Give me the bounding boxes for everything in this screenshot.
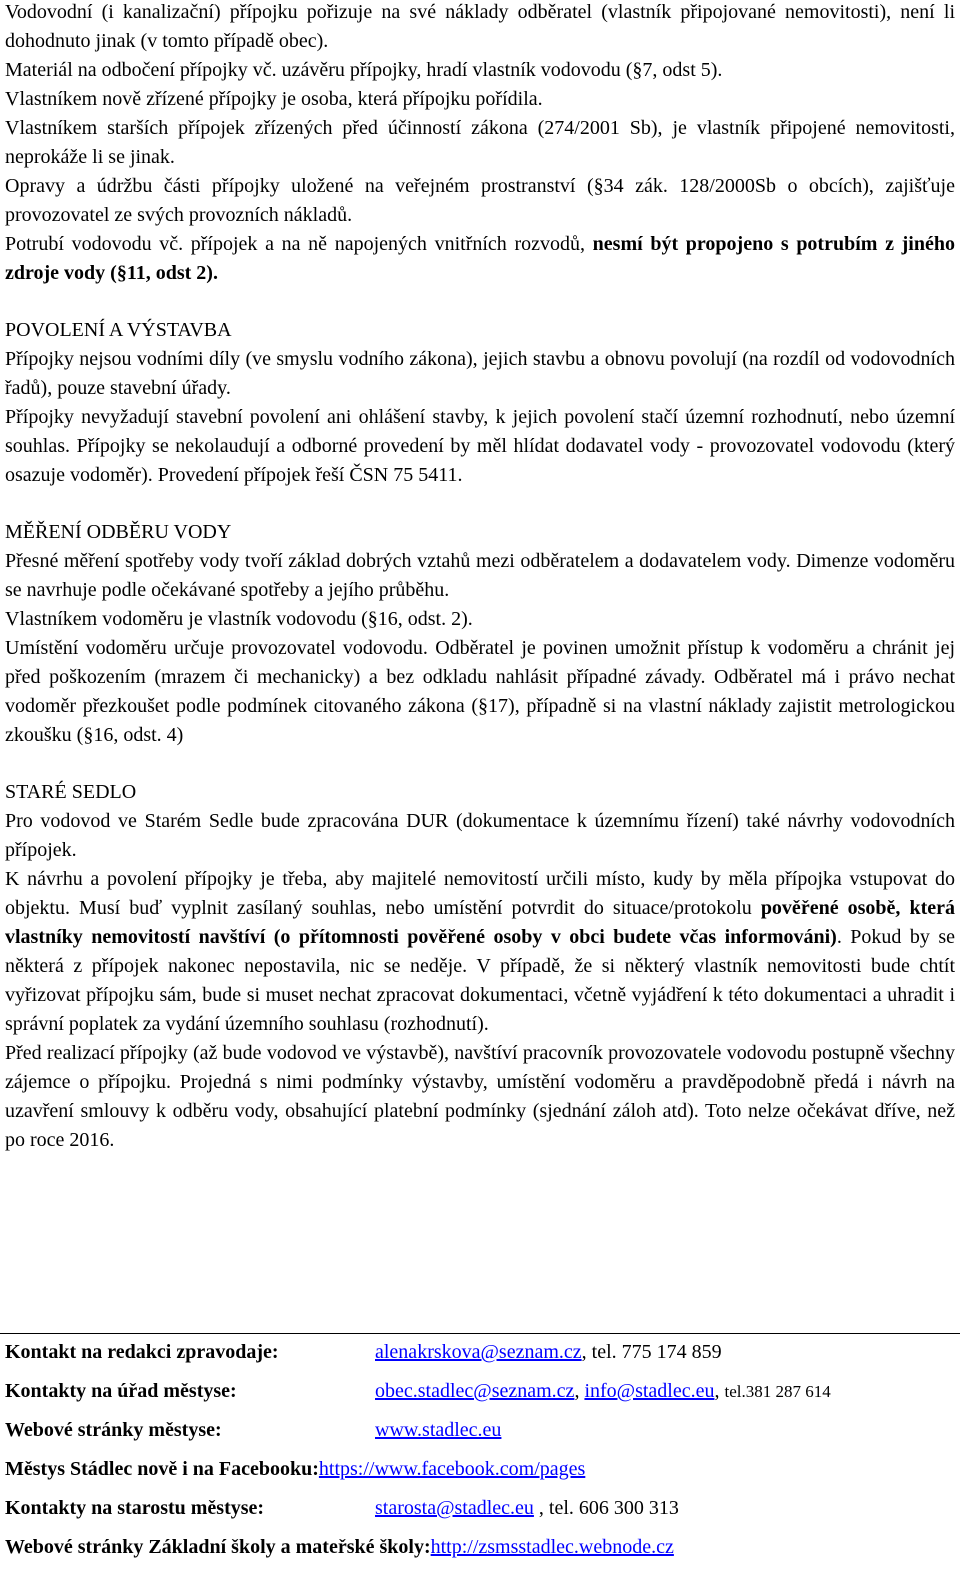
sedlo-p2-end: . Pokud by se některá z přípojek nakonec nepostavila, nic se neděje. V případě, že si některý vlastník nemovitosti bude chtít vyřizovat přípojku sám, bude si muset nechat zpracovat dokumentaci, včetně vyjádření k této dokumentaci a uhradit i správní poplatek za vydání územního souhlasu (rozhodnutí). — [5, 926, 955, 1035]
sedlo-paragraph-1: Pro vodovod ve Starém Sedle bude zpracována DUR (dokumentace k územnímu řízení) také návrhy vodovodních přípojek. — [5, 810, 955, 861]
contact-row-editor — [5, 1337, 955, 1376]
intro-plain-text: Potrubí vodovodu vč. přípojek a na ně napojených vnitřních rozvodů, — [5, 233, 593, 255]
contact-row-web — [5, 1415, 955, 1454]
office-email-link-1[interactable]: obec.stadlec@seznam.cz — [375, 1380, 575, 1402]
section-title-mereni: MĚŘENÍ ODBĚRU VODY — [5, 521, 232, 543]
intro-paragraph-4: Vlastníkem starších přípojek zřízených před účinností zákona (274/2001 Sb), je vlastník připojené nemovitosti, neprokáže li se jinak. — [5, 117, 955, 168]
office-email-link-2[interactable]: info@stadlec.eu — [584, 1380, 715, 1402]
mayor-email-link[interactable]: starosta@stadlec.eu — [375, 1497, 534, 1519]
contact-row-facebook — [5, 1454, 955, 1493]
sedlo-paragraph-2 — [5, 865, 955, 1039]
intro-paragraph-1: Vodovodní (i kanalizační) přípojku pořizuje na své náklady odběratel (vlastník připojované nemovitosti), není li dohodnuto jinak (v tomto případě obec). — [5, 1, 955, 52]
editor-phone: , tel. 775 174 859 — [581, 1341, 722, 1363]
intro-paragraph-2: Materiál na odbočení přípojky vč. uzávěru přípojky, hradí vlastník vodovodu (§7, odst 5). — [5, 59, 723, 81]
contact-label-web: Webové stránky městyse: — [5, 1419, 222, 1441]
contact-label-facebook: Městys Stádlec nově i na Facebooku: — [5, 1458, 319, 1480]
povoleni-paragraph-2: Přípojky nevyžadují stavební povolení ani ohlášení stavby, k jejich povolení stačí územní rozhodnutí, nebo územní souhlas. Přípojky se nekolaudují a odborné provedení by měl hlídat dodavatel vody - provozovatel vodovodu (který osazuje vodoměr). Provedení přípojek řeší ČSN 75 5411. — [5, 406, 955, 486]
office-separator: , — [574, 1380, 585, 1402]
town-website-link[interactable]: www.stadlec.eu — [375, 1419, 502, 1441]
school-website-link[interactable]: http://zsmsstadlec.webnode.cz — [430, 1536, 674, 1558]
editor-email-link[interactable]: alenakrskova@seznam.cz — [375, 1341, 582, 1363]
povoleni-paragraph-1: Přípojky nejsou vodními díly (ve smyslu vodního zákona), jejich stavbu a obnovu povolují (na rozdíl od vodovodních řadů), pouze stavební úřady. — [5, 348, 955, 399]
footer-divider — [0, 1333, 960, 1334]
contact-row-school — [5, 1532, 955, 1571]
office-phone: tel.381 287 614 — [724, 1382, 831, 1401]
contacts-footer — [5, 1337, 955, 1571]
section-title-povoleni: POVOLENÍ A VÝSTAVBA — [5, 319, 232, 341]
mereni-paragraph-3: Umístění vodoměru určuje provozovatel vodovodu. Odběratel je povinen umožnit přístup k vodoměru a chránit jej před poškozením (mrazem či mechanicky) a bez odkladu nahlásit případné závady. Odběratel má i právo nechat vodoměr přezkoušet podle podmínek citovaného zákona (§17), případně si na vlastní náklady zajistit metrologickou zkoušku (§16, odst. 4) — [5, 637, 955, 746]
contact-label-mayor: Kontakty na starostu městyse: — [5, 1497, 265, 1519]
contact-label-editor: Kontakt na redakci zpravodaje: — [5, 1341, 279, 1363]
intro-bold-warning: nesmí být propojeno s potrubím z jiného zdroje vody (§11, odst 2). — [5, 233, 955, 284]
intro-paragraph-6 — [5, 230, 955, 288]
sedlo-paragraph-3: Před realizací přípojky (až bude vodovod ve výstavbě), navštíví pracovník provozovatele vodovodu postupně všechny zájemce o přípojku. Projedná s nimi podmínky výstavby, umístění vodoměru a pravděpodobně předá i návrh na uzavření smlouvy k odběru vody, obsahující platební podmínky (sjednání záloh atd). Toto nelze očekávat dříve, než po roce 2016. — [5, 1042, 955, 1151]
contact-row-office — [5, 1376, 955, 1415]
mereni-paragraph-1: Přesné měření spotřeby vody tvoří základ dobrých vztahů mezi odběratelem a dodavatelem vody. Dimenze vodoměru se navrhuje podle očekávané spotřeby a jejího průběhu. — [5, 550, 955, 601]
office-separator-2: , — [714, 1380, 725, 1402]
mereni-paragraph-2: Vlastníkem vodoměru je vlastník vodovodu (§16, odst. 2). — [5, 608, 473, 630]
intro-paragraph-5: Opravy a údržbu části přípojky uložené na veřejném prostranství (§34 zák. 128/2000Sb o obcích), zajišťuje provozovatel ze svých provozních nákladů. — [5, 175, 955, 226]
intro-paragraph-3: Vlastníkem nově zřízené přípojky je osoba, která přípojku pořídila. — [5, 88, 543, 110]
facebook-link[interactable]: https://www.facebook.com/pages — [318, 1458, 586, 1480]
mayor-phone: , tel. 606 300 313 — [533, 1497, 679, 1519]
contact-label-school: Webové stránky Základní školy a mateřské školy: — [5, 1536, 431, 1558]
contact-label-office: Kontakty na úřad městyse: — [5, 1380, 237, 1402]
sedlo-p2-bold: pověřené osobě, která vlastníky nemovitostí navštíví (o přítomnosti pověřené osoby v obci budete včas informováni) — [5, 897, 955, 948]
article-body — [5, 0, 955, 1155]
sedlo-p2-start: K návrhu a povolení přípojky je třeba, aby majitelé nemovitostí určili místo, kudy by měla přípojka vstupovat do objektu. Musí buď vyplnit zasílaný souhlas, nebo umístění potvrdit do situace/protokolu — [5, 868, 955, 919]
section-title-sedlo: STARÉ SEDLO — [5, 781, 137, 803]
contact-row-mayor — [5, 1493, 955, 1532]
